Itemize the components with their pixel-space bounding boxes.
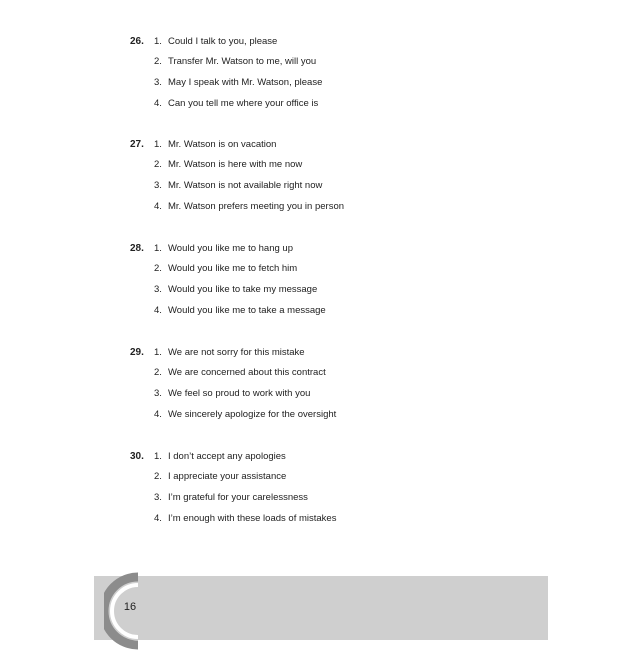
option-number: 2. bbox=[154, 56, 162, 67]
option-text: Would you like me to hang up bbox=[168, 243, 293, 254]
option bbox=[154, 471, 286, 483]
option-number: 3. bbox=[154, 492, 162, 503]
option-text: I’m enough with these loads of mistakes bbox=[168, 513, 337, 524]
option bbox=[154, 159, 302, 171]
option bbox=[154, 388, 310, 400]
option bbox=[154, 263, 297, 275]
option-text: Would you like me to take a message bbox=[168, 305, 326, 316]
question-number: 28. bbox=[130, 243, 144, 254]
option-text: Would you like me to fetch him bbox=[168, 263, 298, 274]
option-number: 1. bbox=[154, 139, 162, 150]
option bbox=[154, 243, 293, 255]
option-number: 1. bbox=[154, 36, 162, 47]
option-text: Would you like to take my message bbox=[168, 284, 318, 295]
option-text: Transfer Mr. Watson to me, will you bbox=[168, 56, 317, 67]
option bbox=[154, 305, 326, 317]
option-number: 4. bbox=[154, 409, 162, 420]
page bbox=[94, 0, 548, 640]
option-number: 2. bbox=[154, 263, 162, 274]
option-number: 2. bbox=[154, 159, 162, 170]
option-number: 3. bbox=[154, 284, 162, 295]
option bbox=[154, 513, 336, 525]
option-text: We are concerned about this contract bbox=[168, 367, 326, 378]
option bbox=[154, 284, 317, 296]
option-number: 4. bbox=[154, 98, 162, 109]
option-text: Mr. Watson is not available right now bbox=[168, 180, 323, 191]
option bbox=[154, 347, 305, 359]
option bbox=[154, 367, 326, 379]
question-number: 30. bbox=[130, 451, 144, 462]
option-text: Mr. Watson is here with me now bbox=[168, 159, 303, 170]
option-number: 1. bbox=[154, 451, 162, 462]
option bbox=[154, 451, 286, 463]
option-number: 1. bbox=[154, 347, 162, 358]
option bbox=[154, 77, 322, 89]
option-text: May I speak with Mr. Watson, please bbox=[168, 77, 323, 88]
option bbox=[154, 201, 344, 213]
question-number: 27. bbox=[130, 139, 144, 150]
option-text: Could I talk to you, please bbox=[168, 36, 278, 47]
option-text: Mr. Watson prefers meeting you in person bbox=[168, 201, 345, 212]
option-text: We feel so proud to work with you bbox=[168, 388, 311, 399]
option-number: 3. bbox=[154, 388, 162, 399]
question-number: 26. bbox=[130, 36, 144, 47]
option-number: 3. bbox=[154, 180, 162, 191]
option-text: Can you tell me where your office is bbox=[168, 98, 319, 109]
option-number: 2. bbox=[154, 471, 162, 482]
option-text: Mr. Watson is on vacation bbox=[168, 139, 277, 150]
option-text: I don’t accept any apologies bbox=[168, 451, 286, 462]
option bbox=[154, 492, 308, 504]
question-number: 29. bbox=[130, 347, 144, 358]
option-number: 1. bbox=[154, 243, 162, 254]
option bbox=[154, 36, 277, 48]
option-number: 4. bbox=[154, 201, 162, 212]
option bbox=[154, 180, 322, 192]
option bbox=[154, 409, 336, 421]
option bbox=[154, 56, 316, 68]
option bbox=[154, 98, 318, 110]
option-number: 2. bbox=[154, 367, 162, 378]
option-number: 4. bbox=[154, 513, 162, 524]
option-text: We are not sorry for this mistake bbox=[168, 347, 305, 358]
option-text: We sincerely apologize for the oversight bbox=[168, 409, 337, 420]
option-number: 4. bbox=[154, 305, 162, 316]
option-text: I appreciate your assistance bbox=[168, 471, 287, 482]
page-number: 16 bbox=[123, 601, 137, 613]
option bbox=[154, 139, 276, 151]
option-text: I’m grateful for your carelessness bbox=[168, 492, 308, 503]
option-number: 3. bbox=[154, 77, 162, 88]
